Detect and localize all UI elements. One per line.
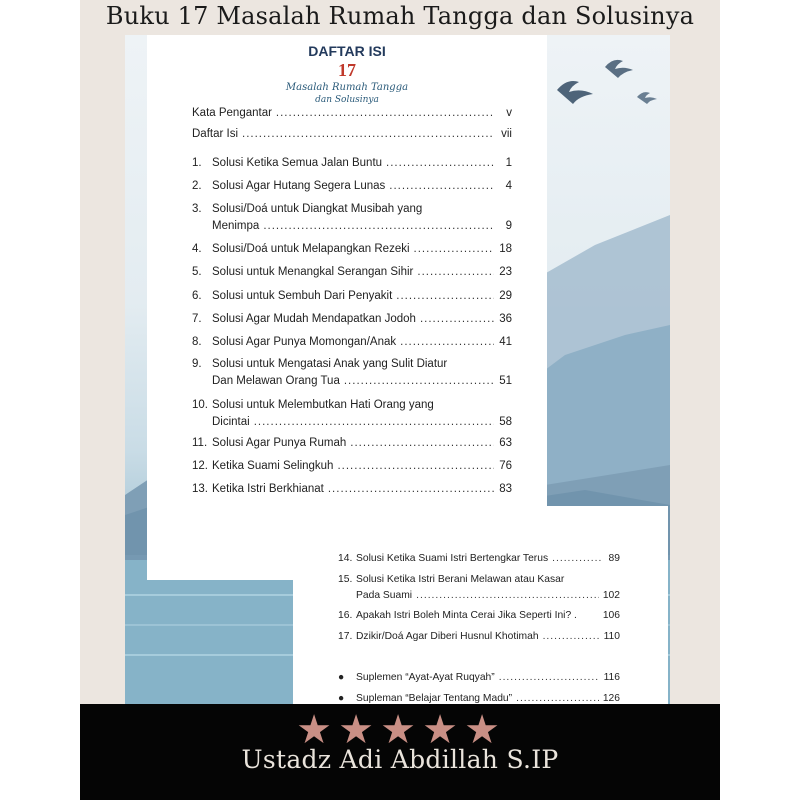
toc-entry-label: Solusi Agar Mudah Mendapatkan Jodoh bbox=[212, 313, 416, 325]
logo-number: 17 bbox=[338, 60, 356, 80]
toc-entry[interactable]: 11. Solusi Agar Punya Rumah ..... 63 bbox=[192, 437, 512, 449]
bird-icon bbox=[637, 92, 657, 104]
toc-entry[interactable]: 12. Ketika Suami Selingkuh ..... 76 bbox=[192, 460, 512, 472]
star-icon: ★ bbox=[380, 707, 416, 753]
banner-title: Buku 17 Masalah Rumah Tangga dan Solusinya bbox=[105, 2, 695, 30]
toc-entry-page: 110 bbox=[603, 631, 620, 642]
toc-entry[interactable]: 4. Solusi/Doá untuk Melapangkan Rezeki ..... 18 bbox=[192, 243, 512, 255]
toc-entry-page: 29 bbox=[499, 290, 512, 302]
toc-entry-label: Solusi Ketika Istri Berani Melawan atau Kasar bbox=[356, 574, 565, 585]
toc-entry-label: Kata Pengantar bbox=[192, 107, 272, 119]
toc-entry-continuation[interactable] bbox=[338, 590, 620, 601]
toc-entry-page: 116 bbox=[603, 672, 620, 683]
toc-entry[interactable]: 5. Solusi untuk Menangkal Serangan Sihir ..... 23 bbox=[192, 266, 512, 278]
toc-entry-label: Solusi untuk Mengatasi Anak yang Sulit Diatur bbox=[212, 358, 448, 370]
toc-entry-page: 76 bbox=[499, 460, 512, 472]
star-icon: ★ bbox=[296, 707, 332, 753]
toc-entry-page: 58 bbox=[499, 416, 512, 428]
toc-entry-label: Dan Melawan Orang Tua bbox=[212, 375, 340, 387]
bullet-icon: ● bbox=[338, 672, 345, 683]
star-icon: ★ bbox=[422, 707, 458, 753]
toc-entry-label: Daftar Isi bbox=[192, 128, 239, 140]
logo-title-line2: dan Solusinya bbox=[315, 95, 379, 105]
toc-entry-label: Solusi Agar Hutang Segera Lunas bbox=[212, 180, 386, 192]
toc-entry-label: Solusi untuk Melembutkan Hati Orang yang bbox=[212, 399, 434, 411]
toc-entry-page: 36 bbox=[499, 313, 512, 325]
supplement-entry[interactable] bbox=[338, 672, 620, 683]
toc-entry-page: vii bbox=[501, 128, 512, 140]
star-icon: ★ bbox=[464, 707, 500, 753]
toc-entry-label: Dicintai bbox=[212, 416, 250, 428]
author-name: Ustadz Adi Abdillah S.IP bbox=[241, 745, 559, 774]
toc-entry-label: Solusi untuk Menangkal Serangan Sihir bbox=[212, 266, 414, 278]
toc-entry-page: v bbox=[506, 107, 512, 119]
bullet-icon: ● bbox=[338, 693, 345, 704]
toc-entry-label: Pada Suami bbox=[356, 590, 413, 601]
toc-entry-page: 4 bbox=[505, 180, 512, 192]
toc-entry-page: 51 bbox=[499, 375, 512, 387]
toc-entry-label: Solusi untuk Sembuh Dari Penyakit bbox=[212, 290, 393, 302]
toc-entry-label: Solusi Ketika Semua Jalan Buntu bbox=[212, 157, 383, 169]
toc-entry-continuation[interactable] bbox=[192, 220, 512, 232]
toc-entry-page: 23 bbox=[499, 266, 512, 278]
toc-entry[interactable]: 6. Solusi untuk Sembuh Dari Penyakit ..... 29 bbox=[192, 290, 512, 302]
toc-entry[interactable]: 3. Solusi/Doá untuk Diangkat Musibah yang bbox=[192, 203, 423, 215]
toc-entry[interactable] bbox=[192, 107, 512, 119]
toc-entry-label: Suplemen “Ayat-Ayat Ruqyah” bbox=[356, 672, 495, 683]
toc-entry-label: Menimpa bbox=[212, 220, 260, 232]
toc-entry[interactable]: 8. Solusi Agar Punya Momongan/Anak ..... 41 bbox=[192, 336, 512, 348]
toc-entry[interactable]: 14. Solusi Ketika Suami Istri Bertengkar Terus ..... 89 bbox=[338, 553, 620, 564]
toc-entry-page: 126 bbox=[602, 693, 620, 704]
toc-entry[interactable]: 1. Solusi Ketika Semua Jalan Buntu ..... 1 bbox=[192, 157, 512, 169]
toc-entry-page: 63 bbox=[499, 437, 512, 449]
toc-entry-continuation[interactable] bbox=[192, 416, 512, 428]
toc-entry-label: Apakah Istri Boleh Minta Cerai Jika Seperti Ini? . bbox=[356, 610, 577, 621]
toc-entry[interactable] bbox=[192, 128, 512, 140]
toc-entry[interactable]: 16. Apakah Istri Boleh Minta Cerai Jika Seperti Ini? . 106 bbox=[338, 610, 620, 621]
toc-entry-label: Supleman “Belajar Tentang Madu” bbox=[356, 693, 513, 704]
toc-entry[interactable]: 2. Solusi Agar Hutang Segera Lunas ..... 4 bbox=[192, 180, 512, 192]
toc-entry[interactable]: 13. Ketika Istri Berkhianat ..... 83 bbox=[192, 483, 512, 495]
toc-entry-page: 89 bbox=[608, 553, 620, 564]
bird-icon bbox=[557, 81, 593, 104]
toc-entry-page: 102 bbox=[602, 590, 620, 601]
toc-entry-label: Ketika Suami Selingkuh bbox=[212, 460, 334, 472]
toc-entry-page: 106 bbox=[602, 610, 620, 621]
toc-entry[interactable]: 10. Solusi untuk Melembutkan Hati Orang yang bbox=[192, 399, 434, 411]
logo-title-line1: Masalah Rumah Tangga bbox=[285, 82, 409, 93]
toc-entry[interactable]: 7. Solusi Agar Mudah Mendapatkan Jodoh ..... 36 bbox=[192, 313, 512, 325]
toc-entry[interactable]: 17. Dzikir/Doá Agar Diberi Husnul Khotimah ..... 110 bbox=[338, 631, 620, 642]
toc-entry-label: Solusi/Doá untuk Melapangkan Rezeki bbox=[212, 243, 410, 255]
toc-entry-page: 9 bbox=[505, 220, 512, 232]
toc-entry-page: 41 bbox=[499, 336, 512, 348]
bird-icon bbox=[605, 60, 633, 78]
toc-entry-label: Ketika Istri Berkhianat bbox=[212, 483, 324, 495]
toc-entry-label: Solusi Agar Punya Rumah bbox=[212, 437, 347, 449]
toc-heading: DAFTAR ISI bbox=[308, 43, 386, 59]
toc-entry-page: 83 bbox=[499, 483, 512, 495]
toc-entry[interactable]: 15. Solusi Ketika Istri Berani Melawan atau Kasar bbox=[338, 574, 565, 585]
toc-entry-label: Solusi/Doá untuk Diangkat Musibah yang bbox=[212, 203, 423, 215]
star-icon: ★ bbox=[338, 707, 374, 753]
toc-entry-label: Dzikir/Doá Agar Diberi Husnul Khotimah bbox=[356, 631, 539, 642]
toc-entry-page: 18 bbox=[499, 243, 512, 255]
toc-entry[interactable]: 9. Solusi untuk Mengatasi Anak yang Sulit Diatur bbox=[192, 358, 448, 370]
toc-entry-page: 1 bbox=[505, 157, 512, 169]
toc-entry-label: Solusi Agar Punya Momongan/Anak bbox=[212, 336, 397, 348]
supplement-entry[interactable] bbox=[338, 693, 620, 704]
toc-entry-continuation[interactable] bbox=[192, 375, 512, 387]
toc-entry-label: Solusi Ketika Suami Istri Bertengkar Terus bbox=[356, 553, 549, 564]
